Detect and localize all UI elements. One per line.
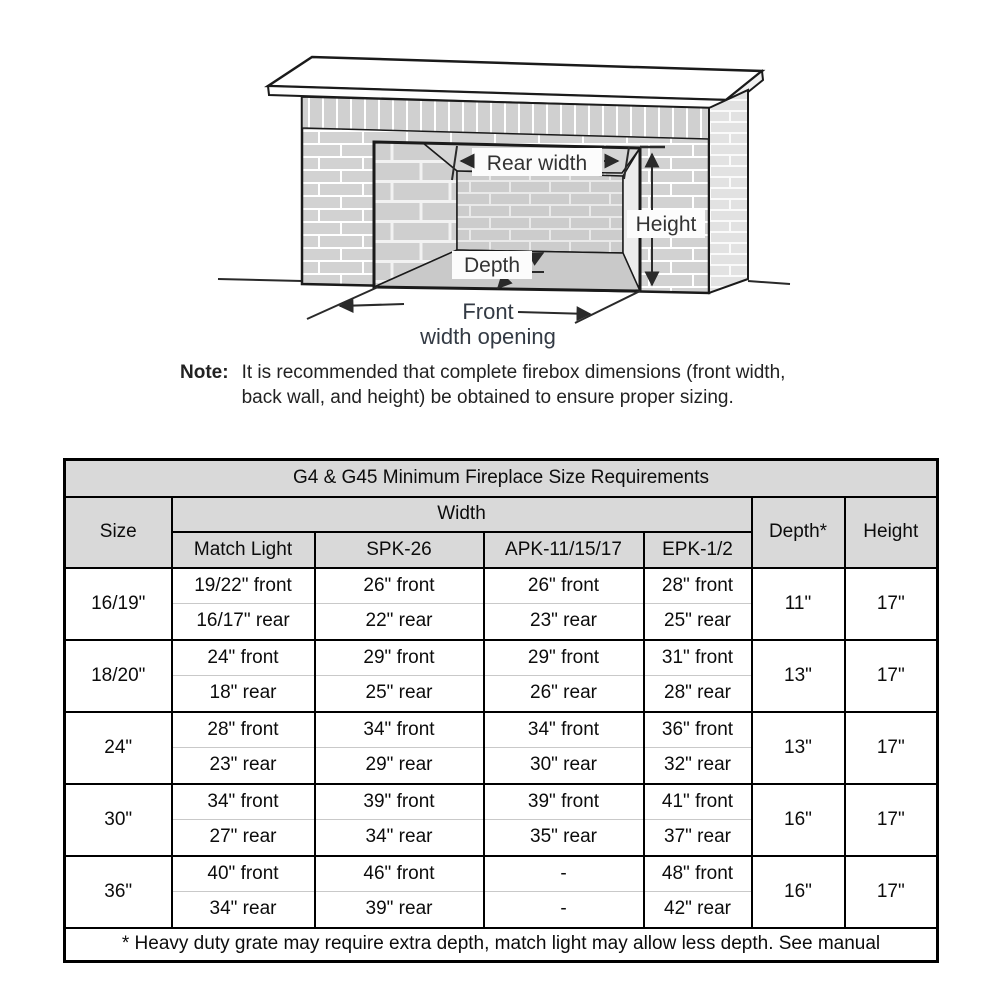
width-cell-front: 39" front <box>315 784 484 820</box>
table-title: G4 & G45 Minimum Fireplace Size Requirements <box>65 460 938 497</box>
rear-width-label: Rear width <box>486 152 588 175</box>
back-wall <box>457 171 623 253</box>
width-cell-front: 24" front <box>172 640 315 676</box>
width-cell-front: 29" front <box>484 640 644 676</box>
width-cell-rear: 23" rear <box>172 748 315 784</box>
width-cell-rear: 30" rear <box>484 748 644 784</box>
depth-label: Depth <box>463 254 521 277</box>
height-cell: 17" <box>845 640 938 712</box>
width-cell-front: 46" front <box>315 856 484 892</box>
width-cell-front: 29" front <box>315 640 484 676</box>
table-footnote: * Heavy duty grate may require extra depth, match light may allow less depth. See manual <box>65 928 938 962</box>
width-cell-rear: 28" rear <box>644 676 752 712</box>
width-cell-rear: 29" rear <box>315 748 484 784</box>
size-cell: 30" <box>65 784 172 856</box>
width-cell-rear: 35" rear <box>484 820 644 856</box>
note-text <box>242 360 786 410</box>
depth-cell: 16" <box>752 784 845 856</box>
width-cell-front: 28" front <box>172 712 315 748</box>
size-cell: 16/19" <box>65 568 172 640</box>
size-cell: 36" <box>65 856 172 928</box>
col-header-match-light: Match Light <box>172 532 315 568</box>
col-header-epk: EPK-1/2 <box>644 532 752 568</box>
col-header-size: Size <box>65 497 172 568</box>
note <box>180 360 785 410</box>
front-width-dimension <box>307 287 640 349</box>
width-cell-rear: 34" rear <box>172 892 315 928</box>
size-cell: 24" <box>65 712 172 784</box>
width-cell-rear: 26" rear <box>484 676 644 712</box>
width-cell-rear: 34" rear <box>315 820 484 856</box>
height-label: Height <box>635 213 697 236</box>
note-label: Note: <box>180 362 229 383</box>
width-cell-rear: 25" rear <box>644 604 752 640</box>
depth-cell: 13" <box>752 712 845 784</box>
width-cell-front: - <box>484 856 644 892</box>
width-cell-rear: 39" rear <box>315 892 484 928</box>
width-cell-front: 39" front <box>484 784 644 820</box>
width-cell-front: 34" front <box>484 712 644 748</box>
col-header-width: Width <box>172 497 752 532</box>
ground-line-left <box>218 279 302 281</box>
height-cell: 17" <box>845 856 938 928</box>
size-cell: 18/20" <box>65 640 172 712</box>
right-side-face <box>709 90 748 293</box>
width-cell-front: 31" front <box>644 640 752 676</box>
ground-line-right <box>748 281 790 284</box>
width-cell-rear: 18" rear <box>172 676 315 712</box>
note-line: It is recommended that complete firebox dimensions (front width, <box>241 362 786 383</box>
width-cell-rear: 16/17" rear <box>172 604 315 640</box>
width-cell-front: 40" front <box>172 856 315 892</box>
width-cell-front: 34" front <box>315 712 484 748</box>
col-header-depth: Depth* <box>752 497 845 568</box>
width-cell-rear: 25" rear <box>315 676 484 712</box>
width-cell-front: 26" front <box>484 568 644 604</box>
width-cell-rear: - <box>484 892 644 928</box>
fireplace-diagram <box>0 0 1000 352</box>
depth-cell: 16" <box>752 856 845 928</box>
width-cell-front: 26" front <box>315 568 484 604</box>
col-header-apk: APK-11/15/17 <box>484 532 644 568</box>
width-cell-front: 41" front <box>644 784 752 820</box>
width-cell-rear: 32" rear <box>644 748 752 784</box>
height-cell: 17" <box>845 568 938 640</box>
width-cell-front: 34" front <box>172 784 315 820</box>
width-cell-front: 19/22" front <box>172 568 315 604</box>
width-cell-rear: 27" rear <box>172 820 315 856</box>
depth-cell: 13" <box>752 640 845 712</box>
height-cell: 17" <box>845 712 938 784</box>
fireplace-size-table <box>63 458 939 963</box>
width-cell-front: 28" front <box>644 568 752 604</box>
height-cell: 17" <box>845 784 938 856</box>
width-cell-rear: 37" rear <box>644 820 752 856</box>
width-cell-front: 36" front <box>644 712 752 748</box>
note-line: back wall, and height) be obtained to ensure proper sizing. <box>241 387 734 408</box>
col-header-spk26: SPK-26 <box>315 532 484 568</box>
front-width-label-line2: width opening <box>420 324 556 349</box>
width-cell-rear: 42" rear <box>644 892 752 928</box>
front-width-label-line1: Front <box>462 299 514 324</box>
width-cell-front: 48" front <box>644 856 752 892</box>
col-header-height: Height <box>845 497 938 568</box>
width-cell-rear: 23" rear <box>484 604 644 640</box>
width-cell-rear: 22" rear <box>315 604 484 640</box>
depth-cell: 11" <box>752 568 845 640</box>
